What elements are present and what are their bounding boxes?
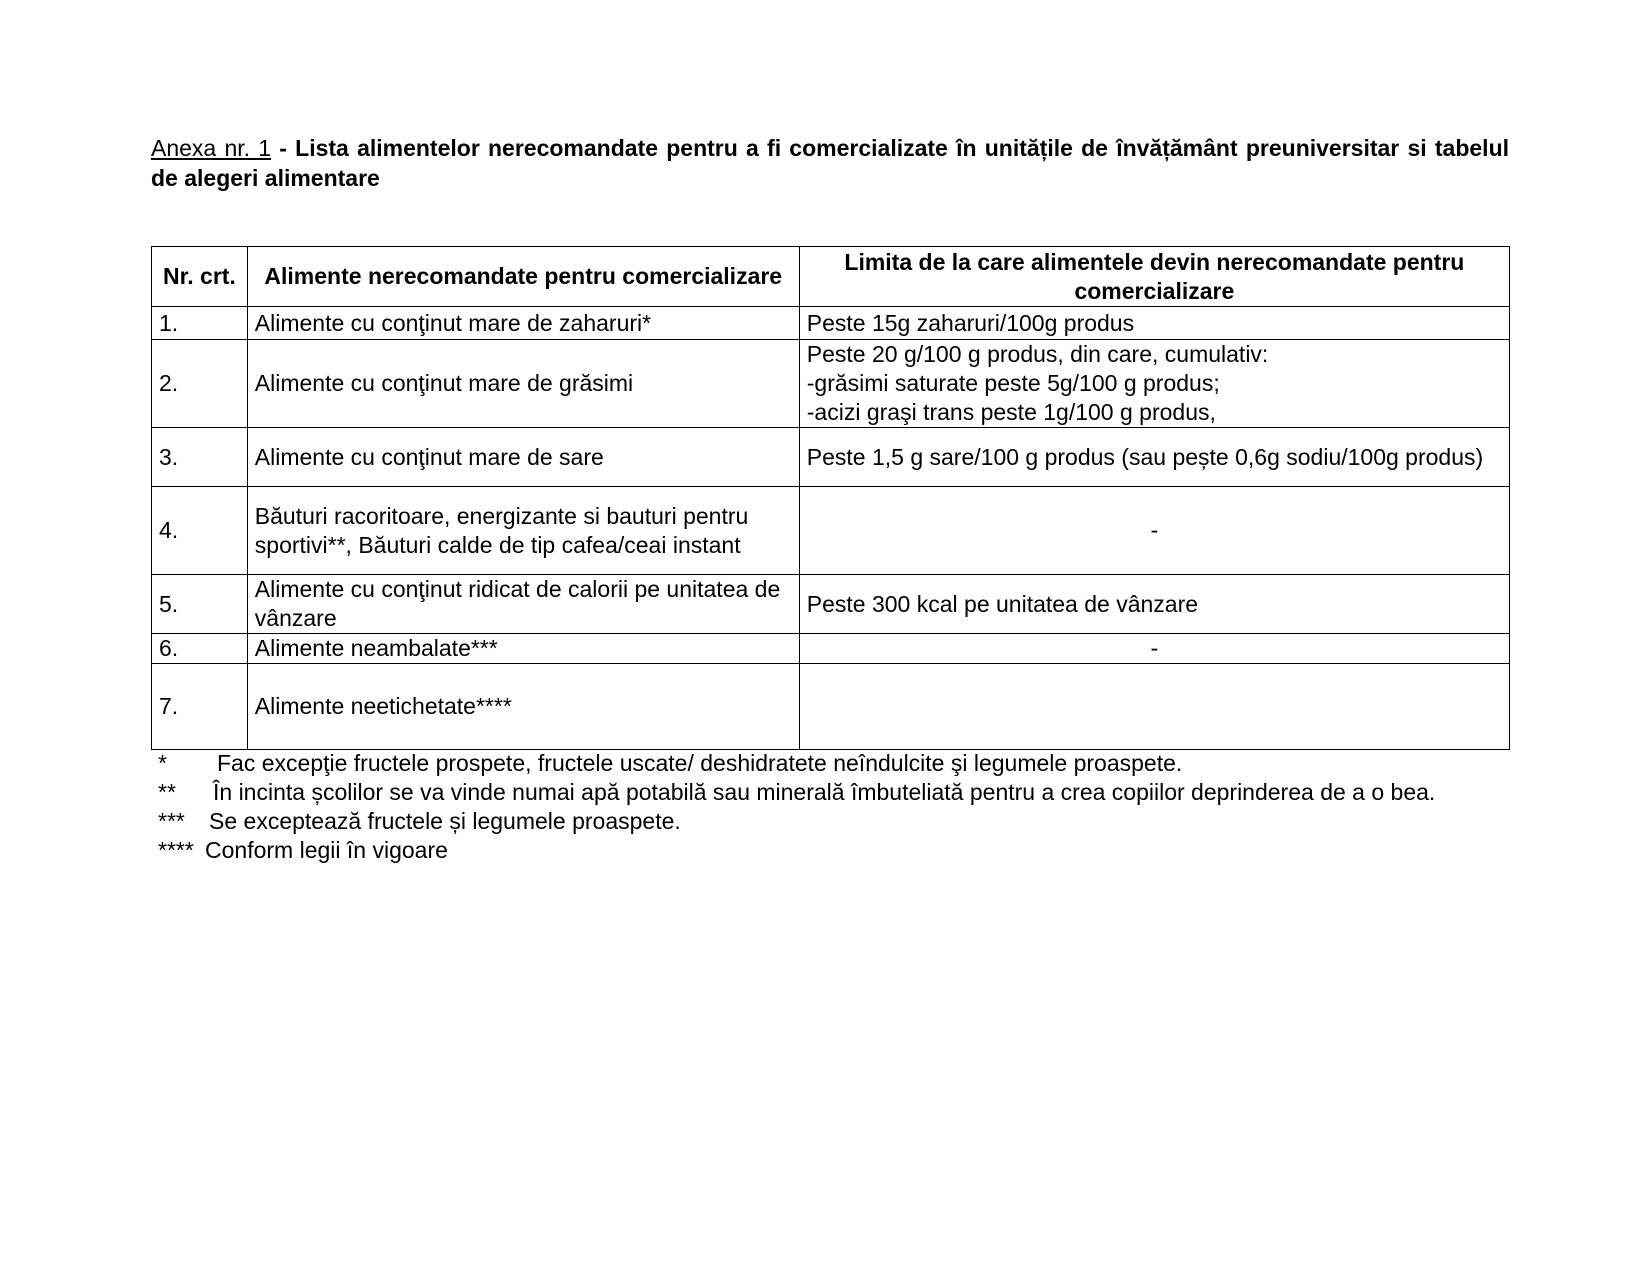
row-number: 5. <box>152 575 248 634</box>
row-limit: - <box>799 634 1509 664</box>
row-limit: Peste 1,5 g sare/100 g produs (sau pește 0,6g sodiu/100g produs) <box>799 428 1509 487</box>
limit-line: -acizi graşi trans peste 1g/100 g produs, <box>806 399 1216 425</box>
header-limit: Limita de la care alimentele devin nerecomandate pentru comercializare <box>799 247 1509 307</box>
table-row <box>152 575 1510 634</box>
row-food: Alimente cu conţinut ridicat de calorii pe unitatea de vânzare <box>247 575 799 634</box>
row-food: Alimente cu conţinut mare de grăsimi <box>247 340 799 428</box>
annex-number: Anexa nr. 1 <box>151 135 272 161</box>
row-number: 4. <box>152 487 248 575</box>
footnote-mark: **** <box>158 837 194 863</box>
header-nr: Nr. crt. <box>152 247 248 307</box>
table-row <box>152 487 1510 575</box>
row-limit: Peste 300 kcal pe unitatea de vânzare <box>799 575 1509 634</box>
row-limit <box>799 664 1509 750</box>
footnote-text: Fac excepţie fructele prospete, fructele uscate/ deshidratete neîndulcite şi legumele proaspete. <box>217 750 1183 776</box>
footnotes <box>158 749 1508 865</box>
table-row <box>152 428 1510 487</box>
row-food: Alimente cu conţinut mare de zaharuri* <box>247 307 799 340</box>
table-header-row <box>152 247 1510 307</box>
row-food: Băuturi racoritoare, energizante si bauturi pentru sportivi**, Băuturi calde de tip cafea/ceai instant <box>247 487 799 575</box>
row-food: Alimente neambalate*** <box>247 634 799 664</box>
row-number: 7. <box>152 664 248 750</box>
row-number: 2. <box>152 340 248 428</box>
row-limit: - <box>799 487 1509 575</box>
footnote-mark: * <box>158 750 167 776</box>
footnote <box>158 807 1508 836</box>
row-food: Alimente cu conţinut mare de sare <box>247 428 799 487</box>
row-limit <box>799 340 1509 428</box>
table-row <box>152 634 1510 664</box>
row-food: Alimente neetichetate**** <box>247 664 799 750</box>
footnote <box>158 836 1508 865</box>
footnote-text: Conform legii în vigoare <box>205 837 448 863</box>
foods-table <box>151 246 1510 750</box>
row-number: 1. <box>152 307 248 340</box>
annex-heading <box>151 133 1509 193</box>
limit-line: -grăsimi saturate peste 5g/100 g produs; <box>806 370 1220 396</box>
footnote-mark: *** <box>158 808 185 834</box>
table-row <box>152 340 1510 428</box>
row-number: 3. <box>152 428 248 487</box>
table-row <box>152 307 1510 340</box>
footnote-text: Se exceptează fructele și legumele proaspete. <box>209 808 681 834</box>
annex-title: - Lista alimentelor nerecomandate pentru a fi comercializate în unitățile de învățământ preuniversitar si tabelul de alegeri alimentare <box>151 135 1510 191</box>
header-food: Alimente nerecomandate pentru comercializare <box>247 247 799 307</box>
table-row <box>152 664 1510 750</box>
row-number: 6. <box>152 634 248 664</box>
footnote <box>158 749 1508 778</box>
footnote-mark: ** <box>158 779 176 805</box>
footnote-text: În incinta școlilor se va vinde numai apă potabilă sau minerală îmbuteliată pentru a crea copiilor deprinderea de a o bea. <box>213 779 1436 805</box>
footnote <box>158 778 1508 807</box>
row-limit: Peste 15g zaharuri/100g produs <box>799 307 1509 340</box>
limit-line: Peste 20 g/100 g produs, din care, cumulativ: <box>806 341 1269 367</box>
